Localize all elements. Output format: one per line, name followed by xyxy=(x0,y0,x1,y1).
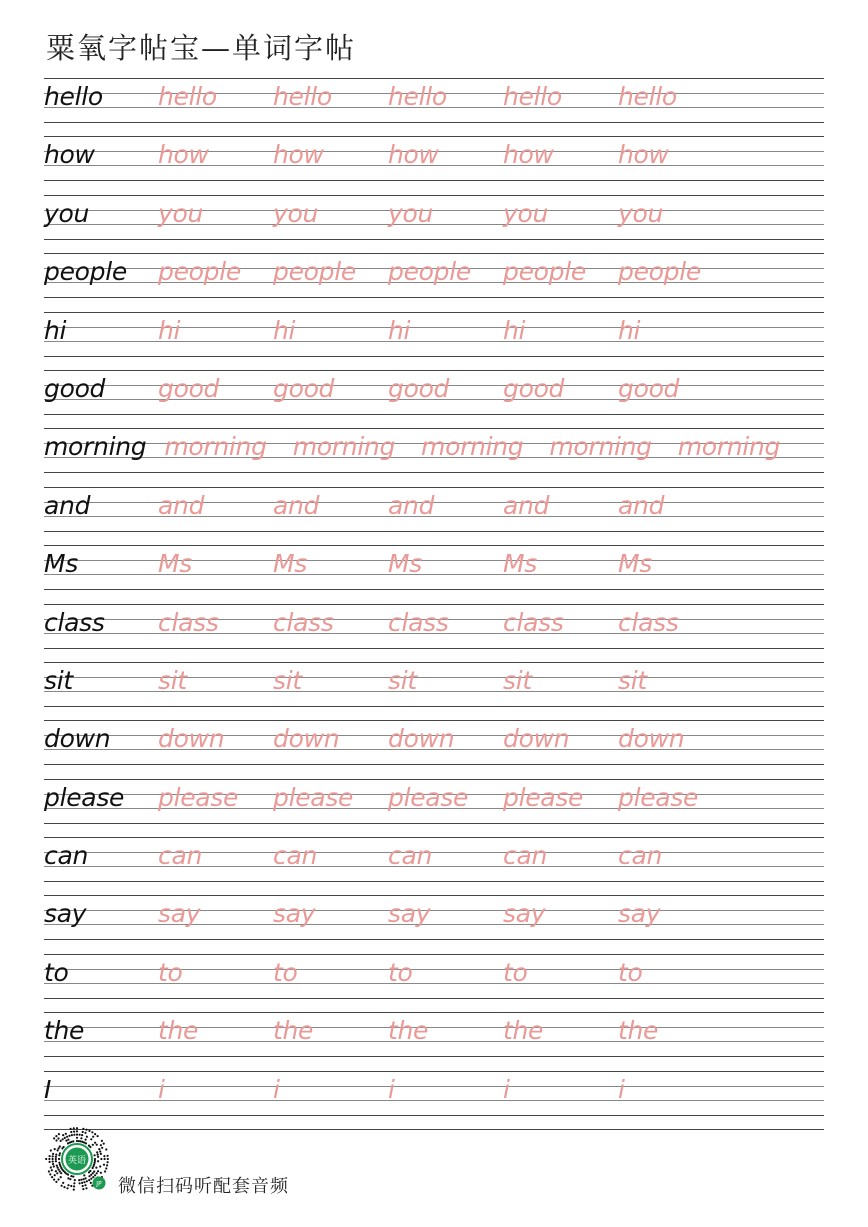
trace-word: sit xyxy=(388,665,417,695)
trace-word: you xyxy=(618,198,664,228)
trace-word: please xyxy=(503,782,584,812)
trace-word: morning xyxy=(549,432,652,462)
trace-word: please xyxy=(158,782,239,812)
trace-word: hi xyxy=(618,315,641,345)
word-row xyxy=(44,195,824,253)
trace-word: i xyxy=(503,1074,510,1104)
model-word: people xyxy=(44,257,127,287)
guide-line xyxy=(44,939,824,940)
trace-word: and xyxy=(273,490,320,520)
model-word: I xyxy=(44,1074,52,1104)
trace-word: the xyxy=(158,1016,199,1046)
word-row xyxy=(44,779,824,837)
guide-line xyxy=(44,1012,824,1013)
trace-word: can xyxy=(273,841,318,871)
word-row xyxy=(44,720,824,778)
trace-word: Ms xyxy=(388,549,422,579)
model-word: hello xyxy=(44,82,103,111)
guide-line xyxy=(44,487,824,488)
word-row xyxy=(44,312,824,370)
model-word: you xyxy=(44,198,90,228)
trace-word: good xyxy=(388,373,450,403)
word-row xyxy=(44,837,824,895)
trace-word: class xyxy=(388,607,449,637)
trace-word: sit xyxy=(158,665,187,695)
trace-word: you xyxy=(388,198,434,228)
trace-word: how xyxy=(273,140,324,170)
trace-word: hi xyxy=(388,315,411,345)
guide-line xyxy=(44,356,824,357)
trace-word: down xyxy=(158,724,225,754)
trace-word: morning xyxy=(677,432,781,462)
trace-word: morning xyxy=(164,432,267,462)
trace-word: and xyxy=(618,490,665,520)
trace-word: people xyxy=(273,257,356,287)
word-row xyxy=(44,370,824,428)
trace-word: can xyxy=(503,841,548,871)
guide-line xyxy=(44,239,824,240)
guide-line xyxy=(44,122,824,123)
trace-word: please xyxy=(618,782,699,812)
guide-line xyxy=(44,180,824,181)
guide-line xyxy=(44,312,824,313)
trace-word: people xyxy=(618,257,701,287)
model-word: sit xyxy=(44,665,73,695)
trace-word: class xyxy=(503,607,564,637)
trace-word: the xyxy=(618,1016,659,1046)
guide-line xyxy=(44,136,824,137)
trace-word: to xyxy=(503,957,528,987)
trace-word: people xyxy=(158,257,241,287)
trace-word: the xyxy=(503,1016,544,1046)
word-row xyxy=(44,428,824,486)
trace-word: please xyxy=(273,782,354,812)
trace-word: hello xyxy=(158,82,217,111)
trace-word: and xyxy=(388,490,435,520)
guide-line xyxy=(44,1056,824,1057)
trace-word: the xyxy=(273,1016,314,1046)
model-word: good xyxy=(44,373,106,403)
qr-code-icon[interactable] xyxy=(42,1126,112,1196)
trace-word: say xyxy=(503,899,546,929)
trace-word: hello xyxy=(273,82,332,111)
worksheet xyxy=(44,78,824,1130)
trace-word: please xyxy=(388,782,469,812)
trace-word: Ms xyxy=(503,549,537,579)
model-word: and xyxy=(44,490,91,520)
guide-line xyxy=(44,837,824,838)
trace-word: i xyxy=(158,1074,165,1104)
guide-line xyxy=(44,297,824,298)
model-word: say xyxy=(44,899,87,929)
qr-corner-text: JP xyxy=(96,1180,102,1188)
trace-word: how xyxy=(388,140,439,170)
guide-line xyxy=(44,823,824,824)
word-row xyxy=(44,954,824,1012)
trace-word: you xyxy=(503,198,549,228)
trace-word: to xyxy=(388,957,413,987)
guide-line xyxy=(44,1115,824,1116)
guide-line xyxy=(44,779,824,780)
model-word: morning xyxy=(44,432,147,462)
model-word: please xyxy=(44,782,125,812)
guide-line xyxy=(44,881,824,882)
trace-word: say xyxy=(388,899,431,929)
word-row xyxy=(44,78,824,136)
word-row xyxy=(44,895,824,953)
guide-line xyxy=(44,370,824,371)
guide-line xyxy=(44,428,824,429)
word-row xyxy=(44,136,824,194)
guide-line xyxy=(44,545,824,546)
word-row xyxy=(44,487,824,545)
guide-line xyxy=(44,706,824,707)
trace-word: how xyxy=(503,140,554,170)
guide-line xyxy=(44,662,824,663)
trace-word: you xyxy=(158,198,204,228)
word-row xyxy=(44,1012,824,1070)
model-word: the xyxy=(44,1016,85,1046)
guide-line xyxy=(44,531,824,532)
guide-line xyxy=(44,253,824,254)
guide-line xyxy=(44,998,824,999)
trace-word: can xyxy=(158,841,203,871)
trace-word: hi xyxy=(273,315,296,345)
trace-word: can xyxy=(618,841,663,871)
trace-word: good xyxy=(618,373,680,403)
trace-word: good xyxy=(158,373,220,403)
trace-word: hello xyxy=(388,82,447,111)
guide-line xyxy=(44,589,824,590)
trace-word: to xyxy=(618,957,643,987)
trace-word: say xyxy=(273,899,316,929)
trace-word: class xyxy=(618,607,679,637)
trace-word: i xyxy=(388,1074,395,1104)
model-word: to xyxy=(44,957,69,987)
trace-word: you xyxy=(273,198,319,228)
trace-word: people xyxy=(388,257,471,287)
trace-word: to xyxy=(273,957,298,987)
trace-word: morning xyxy=(421,432,524,462)
trace-word: down xyxy=(388,724,455,754)
trace-word: how xyxy=(158,140,209,170)
trace-word: hello xyxy=(503,82,562,111)
guide-line xyxy=(44,720,824,721)
page-title: 粟氧字帖宝—单词字帖 xyxy=(46,31,357,65)
model-word: hi xyxy=(44,315,67,345)
guide-line xyxy=(44,764,824,765)
guide-line xyxy=(44,604,824,605)
qr-badge-text: 英语 xyxy=(67,1156,87,1166)
word-row xyxy=(44,545,824,603)
trace-word: down xyxy=(618,724,685,754)
guide-line xyxy=(44,195,824,196)
footer xyxy=(42,1126,442,1206)
word-row xyxy=(44,662,824,720)
trace-word: to xyxy=(158,957,183,987)
trace-word: i xyxy=(618,1074,625,1104)
trace-word: sit xyxy=(618,665,647,695)
guide-line xyxy=(44,414,824,415)
word-row xyxy=(44,1071,824,1129)
trace-word: class xyxy=(273,607,334,637)
trace-word: hello xyxy=(618,82,677,111)
trace-word: down xyxy=(503,724,570,754)
guide-line xyxy=(44,78,824,79)
model-word: class xyxy=(44,607,105,637)
trace-word: morning xyxy=(292,432,396,462)
word-row xyxy=(44,253,824,311)
guide-line xyxy=(44,895,824,896)
trace-word: the xyxy=(388,1016,429,1046)
trace-word: Ms xyxy=(273,549,307,579)
footer-caption: 微信扫码听配套音频 xyxy=(118,1176,289,1197)
word-row xyxy=(44,604,824,662)
trace-word: hi xyxy=(158,315,181,345)
trace-word: say xyxy=(618,899,661,929)
trace-word: how xyxy=(618,140,669,170)
trace-word: say xyxy=(158,899,201,929)
guide-line xyxy=(44,1071,824,1072)
trace-word: good xyxy=(503,373,565,403)
trace-word: and xyxy=(503,490,550,520)
trace-word: i xyxy=(273,1074,280,1104)
trace-word: and xyxy=(158,490,205,520)
trace-word: can xyxy=(388,841,433,871)
trace-word: good xyxy=(273,373,335,403)
model-word: down xyxy=(44,724,111,754)
model-word: Ms xyxy=(44,549,78,579)
model-word: can xyxy=(44,841,89,871)
trace-word: Ms xyxy=(618,549,652,579)
trace-word: sit xyxy=(273,665,302,695)
guide-line xyxy=(44,472,824,473)
guide-line xyxy=(44,648,824,649)
trace-word: Ms xyxy=(158,549,192,579)
trace-word: people xyxy=(503,257,586,287)
trace-word: class xyxy=(158,607,219,637)
trace-word: sit xyxy=(503,665,532,695)
guide-line xyxy=(44,954,824,955)
trace-word: hi xyxy=(503,315,526,345)
model-word: how xyxy=(44,140,95,170)
trace-word: down xyxy=(273,724,340,754)
